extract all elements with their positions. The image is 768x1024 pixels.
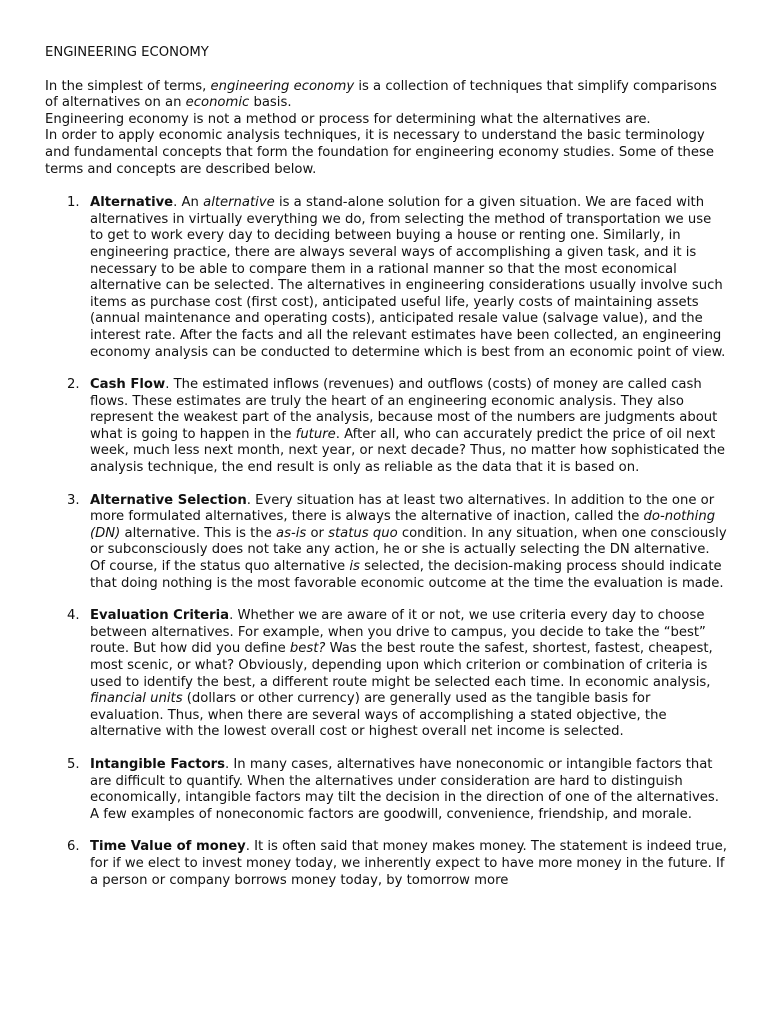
list-item	[45, 377, 728, 477]
list-item	[45, 608, 728, 741]
list-item-number: 5.	[67, 756, 80, 772]
emphasis-text: best?	[289, 641, 326, 657]
intro-paragraph	[45, 79, 728, 112]
text-run: In the simplest of terms,	[45, 78, 211, 94]
list-item	[45, 839, 728, 889]
list-item-text	[90, 493, 727, 591]
list-item-number: 2.	[67, 377, 80, 393]
emphasis-text: do-nothing (DN)	[90, 509, 716, 541]
list-item-number: 3.	[67, 492, 80, 508]
list-item-number: 1.	[67, 195, 80, 211]
emphasis-text: as-is	[276, 525, 307, 541]
emphasis-text: financial units	[90, 691, 183, 707]
term-heading: Intangible Factors	[90, 756, 226, 772]
list-item-number: 4.	[67, 608, 80, 624]
list-item-text	[90, 195, 725, 359]
intro-section	[45, 79, 728, 179]
term-heading: Alternative Selection	[90, 492, 247, 508]
text-run: or	[306, 525, 329, 541]
text-run: . Whether we are aware of it or not, we use criteria every day to choose between alternatives. For example, when you drive to campus, you decide to take the “best” route. But how did you define	[90, 608, 706, 657]
emphasis-text: economic	[185, 95, 250, 111]
text-run: (dollars or other currency) are generally used as the tangible basis for evaluation. Thus, when there are several ways of accomplishing a stated objective, the alternative with the lowest overall cost or highest overall net income is selected.	[90, 691, 667, 740]
list-item	[45, 493, 728, 593]
text-run: . It is often said that money makes money. The statement is indeed true, for if we elect to invest money today, we inherently expect to have more money in the future. If a person or company borrows money today, by tomorrow more	[90, 839, 727, 888]
term-heading: Evaluation Criteria	[90, 608, 230, 624]
text-run: is a stand-alone solution for a given situation. We are faced with alternatives in virtually everything we do, from selecting the method of transportation we use to get to work every day to deciding between buying a house or renting one. Similarly, in engineering practice, there are always several ways of accomplishing a given task, and it is necessary to be able to compare them in a rational manner so that the most economical alternative can be selected. The alternatives in engineering considerations usually involve such items as purchase cost (first cost), anticipated useful life, yearly costs of maintaining assets (annual maintenance and operating costs), anticipated resale value (salvage value), and the interest rate. After the facts and all the relevant estimates have been collected, an engineering economy analysis can be conducted to determine which is best from an economic point of view.	[90, 195, 726, 360]
text-run: . An	[173, 195, 204, 211]
list-item	[45, 757, 728, 823]
emphasis-text: alternative	[203, 195, 275, 211]
text-run: In order to apply economic analysis techniques, it is necessary to understand the basic terminology and fundamental concepts that form the foundation for engineering economy studies. Some of these terms and concepts are described below.	[45, 128, 715, 177]
text-run: condition. In any situation, when one consciously or subconsciously does not take any action, he or she is actually selecting the DN alternative. Of course, if the status quo alternative	[90, 525, 727, 575]
list-item-text	[90, 839, 727, 887]
list-item-text	[90, 377, 725, 475]
text-run: is a collection of techniques that simplify comparisons of alternatives on an	[45, 78, 717, 111]
emphasis-text: future	[295, 426, 336, 442]
term-heading: Time Value of money	[90, 839, 246, 855]
text-run: . After all, who can accurately predict the price of oil next week, much less next month, next year, or next decade? Thus, no matter how sophisticated the analysis technique, the end result is only as reliable as the data that it is based on.	[90, 426, 726, 476]
emphasis-text: status quo	[328, 525, 398, 541]
list-item	[45, 195, 728, 361]
document-title: ENGINEERING ECONOMY	[45, 45, 209, 60]
intro-paragraph	[45, 112, 728, 129]
list-item-text	[90, 608, 713, 739]
text-run: Engineering economy is not a method or process for determining what the alternatives are.	[45, 111, 651, 127]
text-run: alternative. This is the	[120, 525, 276, 541]
list-item-number: 6.	[67, 839, 80, 855]
intro-paragraph	[45, 128, 728, 178]
text-run: . The estimated inflows (revenues) and outflows (costs) of money are called cash flows. These estimates are truly the heart of an engineering economic analysis. They also represent the weakest part of the analysis, because most of the numbers are judgments about what is going to happen in the	[90, 377, 718, 442]
text-run: . Every situation has at least two alternatives. In addition to the one or more formulated alternatives, there is always the alternative of inaction, called the	[90, 492, 715, 525]
term-heading: Cash Flow	[90, 377, 166, 393]
list-item-text	[90, 757, 719, 822]
text-run: basis.	[249, 95, 292, 111]
text-run: . In many cases, alternatives have noneconomic or intangible factors that are difficult to quantify. When the alternatives under consideration are hard to distinguish economically, intangible factors may tilt the decision in the direction of one of the alternatives. A few examples of noneconomic factors are goodwill, convenience, friendship, and morale.	[90, 756, 719, 822]
emphasis-text: engineering economy	[210, 78, 355, 94]
text-run: Was the best route the safest, shortest, fastest, cheapest, most scenic, or what? Obviously, depending upon which criterion or combination of criteria is used to identify the best, a different route might be selected each time. In economic analysis,	[90, 641, 713, 690]
text-run: selected, the decision-making process should indicate that doing nothing is the most favorable economic outcome at the time the evaluation is made.	[90, 559, 724, 591]
terms-list	[45, 195, 728, 889]
emphasis-text: is	[349, 559, 360, 575]
term-heading: Alternative	[90, 195, 174, 211]
